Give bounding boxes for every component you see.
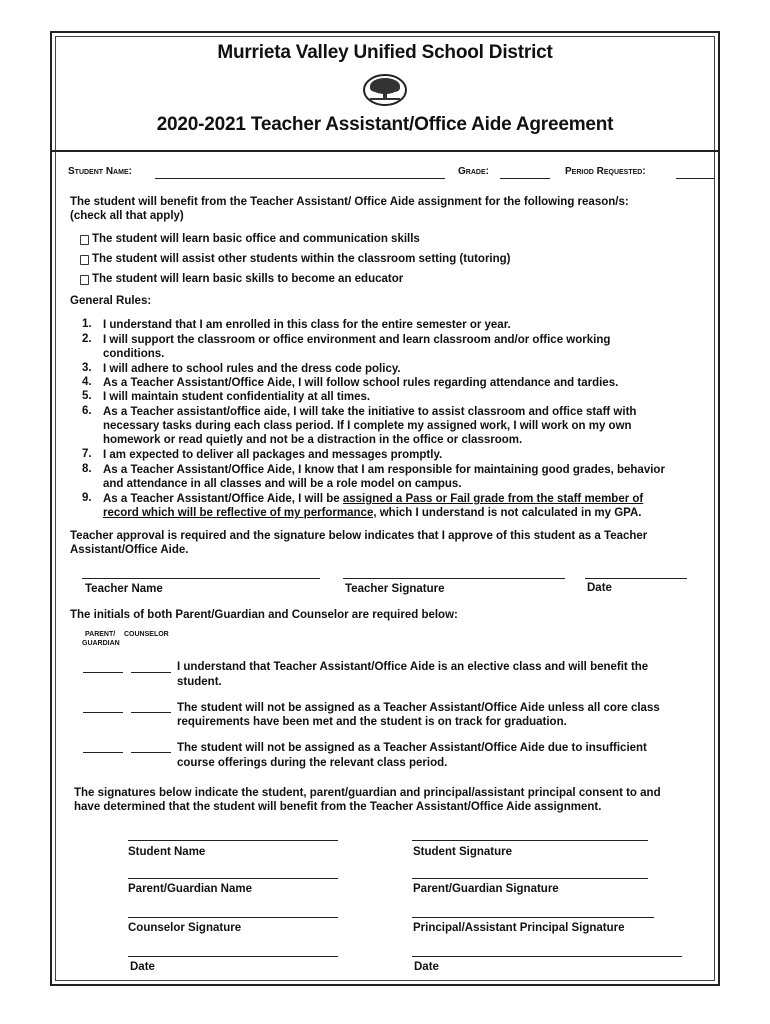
student-name-caption: Student Name xyxy=(128,846,206,858)
parent-signature-line[interactable] xyxy=(412,878,648,879)
reason-item: The student will learn basic office and communication skills xyxy=(92,233,420,245)
grade-field[interactable] xyxy=(500,178,550,179)
rules-heading: General Rules: xyxy=(70,295,152,307)
form-header xyxy=(52,33,718,152)
teacher-approval-line-1: Teacher approval is required and the signature below indicates that I approve of this student as a Teacher xyxy=(70,530,648,542)
rule9-text-d: which I understand is not calculated in my GPA. xyxy=(376,507,642,519)
rule-line: conditions. xyxy=(103,348,165,360)
consent-line-2: have determined that the student will benefit from the Teacher Assistant/Office Aide assignment. xyxy=(74,801,602,813)
intro-line-1: The student will benefit from the Teacher Assistant/ Office Aide assignment for the following reason/s: xyxy=(70,196,629,208)
parent-initials-field[interactable] xyxy=(83,672,123,673)
student-name-field[interactable] xyxy=(155,178,445,179)
tree-seal-icon xyxy=(362,73,408,107)
initials-item: The student will not be assigned as a Teacher Assistant/Office Aide due to insufficient xyxy=(177,742,647,754)
intro-line-2: (check all that apply) xyxy=(70,210,184,222)
rule-number: 2. xyxy=(82,333,92,345)
counselor-signature-line[interactable] xyxy=(128,917,338,918)
initials-item: student. xyxy=(177,676,222,688)
teacher-approval-line-2: Assistant/Office Aide. xyxy=(70,544,189,556)
rule-number: 9. xyxy=(82,492,92,504)
guardian-label: GUARDIAN xyxy=(82,640,120,647)
period-requested-field[interactable] xyxy=(676,178,714,179)
parent-initials-field[interactable] xyxy=(83,712,123,713)
rule-line: and attendance in all classes and will be a role model on campus. xyxy=(103,478,462,490)
teacher-signature-label: Teacher Signature xyxy=(345,583,445,595)
counselor-initials-field[interactable] xyxy=(131,752,171,753)
teacher-date-field[interactable] xyxy=(585,578,687,579)
reason-checkbox[interactable] xyxy=(80,235,89,245)
parent-initials-field[interactable] xyxy=(83,752,123,753)
rule-number: 3. xyxy=(82,362,92,374)
parent-signature-caption: Parent/Guardian Signature xyxy=(413,883,559,895)
rule-line xyxy=(103,506,642,520)
initials-item: requirements have been met and the student is on track for graduation. xyxy=(177,716,567,728)
teacher-signature-field[interactable] xyxy=(343,578,565,579)
rule-line: I am expected to deliver all packages and messages promptly. xyxy=(103,449,443,461)
rule-line: As a Teacher assistant/office aide, I will take the initiative to assist classroom and office staff with xyxy=(103,406,637,418)
teacher-name-label: Teacher Name xyxy=(85,583,163,595)
initials-item: course offerings during the relevant class period. xyxy=(177,757,448,769)
teacher-name-field[interactable] xyxy=(82,578,320,579)
student-name-signature-line[interactable] xyxy=(128,840,338,841)
student-name-label: Student Name: xyxy=(68,166,132,177)
student-signature-caption: Student Signature xyxy=(413,846,513,858)
parent-name-line[interactable] xyxy=(128,878,338,879)
principal-signature-caption: Principal/Assistant Principal Signature xyxy=(413,922,625,934)
date-line-right[interactable] xyxy=(412,956,682,957)
rule-number: 6. xyxy=(82,405,92,417)
rule-number: 5. xyxy=(82,390,92,402)
grade-label: Grade: xyxy=(458,166,489,177)
rule-number: 8. xyxy=(82,463,92,475)
rule-number: 4. xyxy=(82,376,92,388)
counselor-initials-field[interactable] xyxy=(131,672,171,673)
rule-line: As a Teacher Assistant/Office Aide, I will follow school rules regarding attendance and tardies. xyxy=(103,377,619,389)
date-caption-right: Date xyxy=(414,961,439,973)
initials-item: The student will not be assigned as a Teacher Assistant/Office Aide unless all core class xyxy=(177,702,660,714)
date-caption-left: Date xyxy=(130,961,155,973)
document-title: 2020-2021 Teacher Assistant/Office Aide Agreement xyxy=(156,114,614,135)
parent-guardian-label: PARENT/ xyxy=(85,631,116,638)
teacher-date-label: Date xyxy=(587,582,612,594)
reason-item: The student will learn basic skills to become an educator xyxy=(92,273,404,285)
rule-number: 7. xyxy=(82,448,92,460)
counselor-label: COUNSELOR xyxy=(124,631,169,638)
rule9-text-a: As a Teacher Assistant/Office Aide, I will be xyxy=(103,493,343,505)
student-signature-line[interactable] xyxy=(412,840,648,841)
district-name: Murrieta Valley Unified School District xyxy=(217,42,553,63)
reason-item: The student will assist other students within the classroom setting (tutoring) xyxy=(92,253,511,265)
reason-checkbox[interactable] xyxy=(80,255,89,265)
period-requested-label: Period Requested: xyxy=(565,166,646,177)
rule-line xyxy=(103,492,643,506)
rule-line: necessary tasks during each class period. If I complete my assigned work, I will work on my own xyxy=(103,420,632,432)
rule-line: As a Teacher Assistant/Office Aide, I know that I am responsible for maintaining good grades, behavior xyxy=(103,464,665,476)
counselor-initials-field[interactable] xyxy=(131,712,171,713)
rule-line: I understand that I am enrolled in this class for the entire semester or year. xyxy=(103,319,511,331)
counselor-signature-caption: Counselor Signature xyxy=(128,922,242,934)
initials-item: I understand that Teacher Assistant/Office Aide is an elective class and will benefit the xyxy=(177,661,649,673)
reason-checkbox[interactable] xyxy=(80,275,89,285)
initials-heading: The initials of both Parent/Guardian and Counselor are required below: xyxy=(70,609,458,621)
parent-name-caption: Parent/Guardian Name xyxy=(128,883,252,895)
rule-line: homework or read quietly and not be a distraction in the office or classroom. xyxy=(103,434,523,446)
rule9-text-underlined: assigned a Pass or Fail grade from the staff member of xyxy=(342,493,644,505)
rule-number: 1. xyxy=(82,318,92,330)
date-line-left[interactable] xyxy=(128,956,338,957)
rule-line: I will support the classroom or office environment and learn classroom and/or office working xyxy=(103,334,611,346)
rule-line: I will maintain student confidentiality at all times. xyxy=(103,391,371,403)
principal-signature-line[interactable] xyxy=(412,917,654,918)
rule-line: I will adhere to school rules and the dress code policy. xyxy=(103,363,401,375)
consent-line-1: The signatures below indicate the student, parent/guardian and principal/assistant principal consent to and xyxy=(74,787,661,799)
rule9-text-underlined: record which will be reflective of my performance, xyxy=(103,507,377,519)
